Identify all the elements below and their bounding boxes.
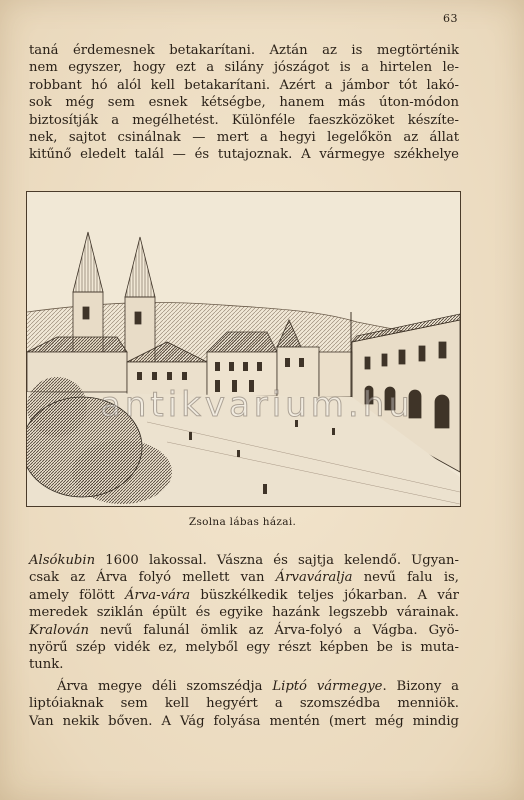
text-line — [29, 569, 459, 586]
text-line: nek, sajtot csinálnak — mert a hegyi legelőkön az állat — [29, 130, 459, 146]
text-line: Van nekik bőven. A Vág folyása mentén (mert még mindig — [29, 713, 459, 729]
italic-place-name: Kralován — [29, 622, 89, 638]
text-run: csak az Árva folyó mellett van — [29, 570, 276, 586]
text-run: Árva megye déli szomszédja — [57, 679, 273, 694]
text-line: nem egyszer, hogy ezt a silány jószágot is a hirtelen le- — [29, 60, 459, 76]
text-run: nevű falunál ömlik az Árva-folyó a Vágba. Gyö- — [88, 622, 459, 638]
page-number: 63 — [443, 12, 458, 25]
paragraph-top — [29, 42, 459, 164]
text-run: . Bizony a — [382, 679, 459, 694]
italic-place-name: Árva-vára — [125, 587, 191, 603]
engraving-illustration — [26, 191, 461, 507]
town-square-engraving — [27, 192, 460, 506]
text-line: robbant hó alól kell betakarítani. Azért a jámbor tót lakó- — [29, 77, 459, 93]
text-run: büszkélkedik teljes jókarban. A vár — [190, 587, 459, 603]
text-line: sok még sem esnek kétségbe, hanem más úton-módon — [29, 95, 459, 111]
text-line: biztosítják a megélhetést. Különféle faeszközöket készíte- — [29, 112, 459, 128]
text-line: taná érdemesnek betakarítani. Aztán az is megtörténik — [29, 43, 459, 58]
text-line: kitűnő eledelt talál — és tutajoznak. A vármegye székhelye — [29, 147, 459, 163]
text-line — [29, 552, 459, 569]
watermark: antikvarium.hu — [100, 385, 414, 425]
text-run: 1600 lakossal. Vászna és sajtja kelendő. Ugyan- — [95, 553, 459, 568]
text-line — [29, 587, 459, 604]
italic-place-name: Alsókubin — [29, 553, 96, 568]
text-run: amely fölött — [29, 587, 126, 603]
figure-caption: Zsolna lábas házai. — [188, 516, 297, 528]
italic-place-name: Árvaváralja — [275, 570, 353, 586]
text-line — [29, 622, 459, 639]
paragraph-bottom — [29, 678, 459, 730]
text-line — [29, 678, 459, 695]
text-line: liptóiaknak sem kell hegyért a szomszédba menniök. — [29, 696, 459, 712]
text-line: nyörű szép vidék ez, melyből egy részt képben be is muta- — [29, 640, 459, 656]
paragraph-middle — [29, 552, 459, 674]
text-line: meredek sziklán épült és egyike hazánk legszebb várainak. — [29, 605, 459, 621]
italic-place-name: Liptó vármegye — [272, 679, 383, 694]
text-run: nevű falu is, — [352, 570, 460, 586]
text-line: tunk. — [29, 657, 64, 673]
